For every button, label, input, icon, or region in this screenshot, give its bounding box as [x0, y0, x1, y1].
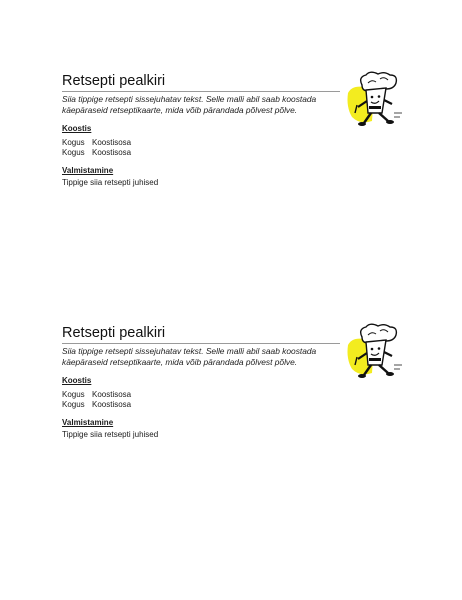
ingredients-heading[interactable]: Koostis — [62, 376, 92, 385]
recipe-title[interactable]: Retsepti pealkiri — [62, 325, 166, 341]
recipe-card — [62, 324, 412, 494]
ingredient-quantity[interactable]: Kogus — [62, 400, 85, 409]
chef-clipart-icon — [344, 323, 416, 381]
ingredient-quantity[interactable]: Kogus — [62, 138, 85, 147]
ingredient-name[interactable]: Koostisosa — [92, 400, 132, 409]
recipe-card — [62, 72, 412, 242]
recipe-instructions[interactable]: Tippige siia retsepti juhised — [62, 178, 159, 187]
ingredient-name[interactable]: Koostisosa — [92, 138, 132, 147]
recipe-title[interactable]: Retsepti pealkiri — [62, 73, 166, 89]
preparation-heading[interactable]: Valmistamine — [62, 166, 114, 175]
recipe-intro[interactable]: Siia tippige retsepti sissejuhatav tekst. Selle malli abil saab koostada käepäraseid retseptikaarte, mida võib pärandada põlvest põlve. — [62, 94, 317, 115]
recipe-intro[interactable]: Siia tippige retsepti sissejuhatav tekst. Selle malli abil saab koostada käepäraseid retseptikaarte, mida võib pärandada põlvest põlve. — [62, 346, 317, 367]
ingredient-quantity[interactable]: Kogus — [62, 390, 85, 399]
recipe-instructions[interactable]: Tippige siia retsepti juhised — [62, 430, 159, 439]
ingredient-name[interactable]: Koostisosa — [92, 148, 132, 157]
ingredient-quantity[interactable]: Kogus — [62, 148, 85, 157]
title-divider — [62, 343, 340, 344]
ingredient-name[interactable]: Koostisosa — [92, 390, 132, 399]
preparation-heading[interactable]: Valmistamine — [62, 418, 114, 427]
title-divider — [62, 91, 340, 92]
ingredients-heading[interactable]: Koostis — [62, 124, 92, 133]
chef-clipart-icon — [344, 71, 416, 129]
